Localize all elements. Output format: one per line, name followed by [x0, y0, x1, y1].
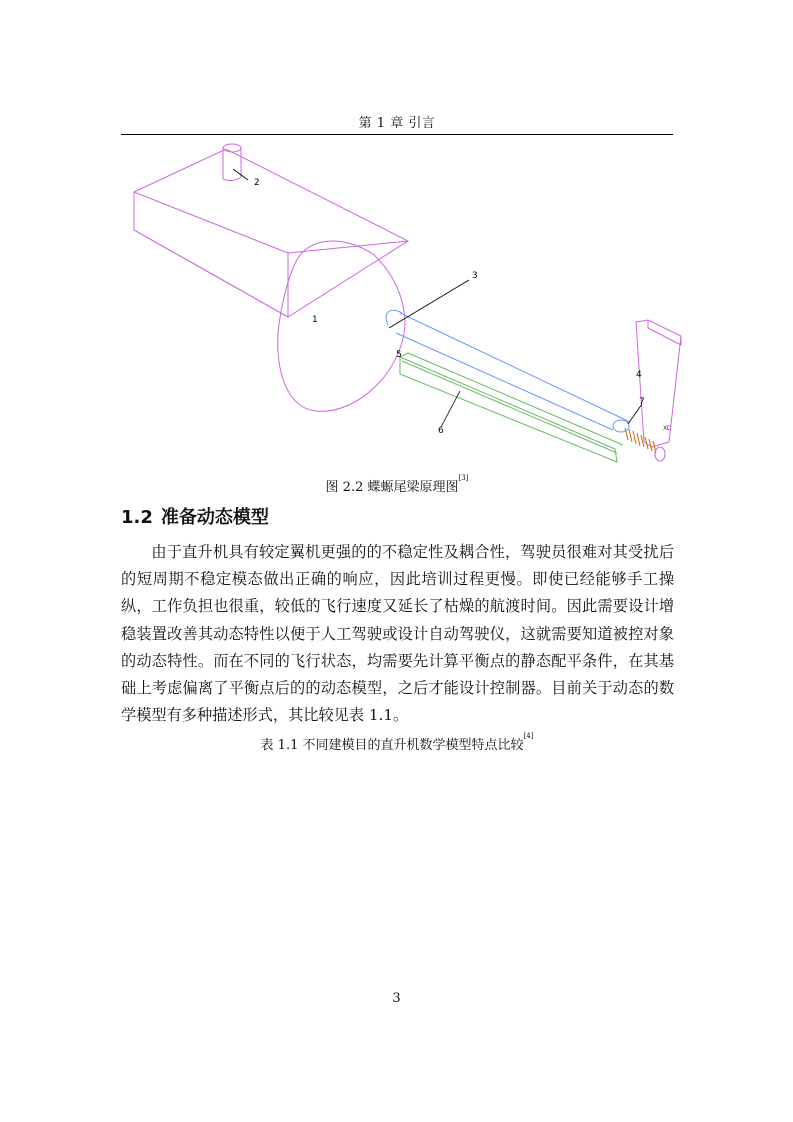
body-paragraph: 由于直升机具有较定翼机更强的的不稳定性及耦合性，驾驶员很难对其受扰后的短周期不稳定模态做出正确的响应，因此培训过程更慢。即使已经能够手工操纵，工作负担也很重，较低的飞行速度又延长了枯燥的航渡时间。因此需要设计增稳装置改善其动态特性以便于人工驾驶或设计自动驾驶仪，这就需要知道被控对象的动态特性。而在不同的飞行状态，均需要先计算平衡点的静态配平条件，在其基础上考虑偏离了平衡点后的的动态模型，之后才能设计控制器。目前关于动态的数学模型有多种描述形式，其比较见表 1.1。: [121, 543, 674, 725]
tail-boom-diagram: [120, 140, 686, 468]
callout-3: 3: [472, 271, 478, 281]
table-caption-title: 不同建模目的直升机数学模型特点比较: [302, 738, 524, 753]
callout-1: 1: [312, 315, 318, 325]
section-number: 1.2: [121, 507, 153, 528]
table-caption-ref: [4]: [523, 732, 534, 740]
tail-fin: [636, 320, 681, 447]
figure-caption-prefix: 图 2.2: [325, 480, 368, 495]
figure-caption: [121, 476, 673, 495]
figure-caption-title: 蝶螈尾梁原理图: [367, 480, 459, 495]
callout-2: 2: [254, 178, 260, 188]
section-title: 准备动态模型: [160, 507, 269, 528]
header-rule: [121, 134, 673, 135]
figure-caption-ref: [3]: [458, 474, 469, 482]
engine-box: [134, 149, 408, 317]
section-heading: [121, 503, 269, 529]
table-caption: [121, 734, 673, 753]
page-number: 3: [392, 991, 401, 1006]
callout-5: 5: [396, 350, 402, 360]
callout-4: 4: [636, 370, 642, 380]
axis-label-xc: XC: [663, 425, 671, 432]
gear-coil: [625, 428, 656, 453]
running-header: 第 1 章 引言: [358, 116, 436, 131]
table-caption-prefix: 表 1.1: [260, 738, 303, 753]
tail-rail: [400, 353, 623, 462]
callout-7: 7: [639, 397, 645, 407]
callout-6: 6: [438, 426, 444, 436]
tail-boom-tube: [386, 310, 630, 432]
fuselage-shape: [278, 241, 405, 411]
